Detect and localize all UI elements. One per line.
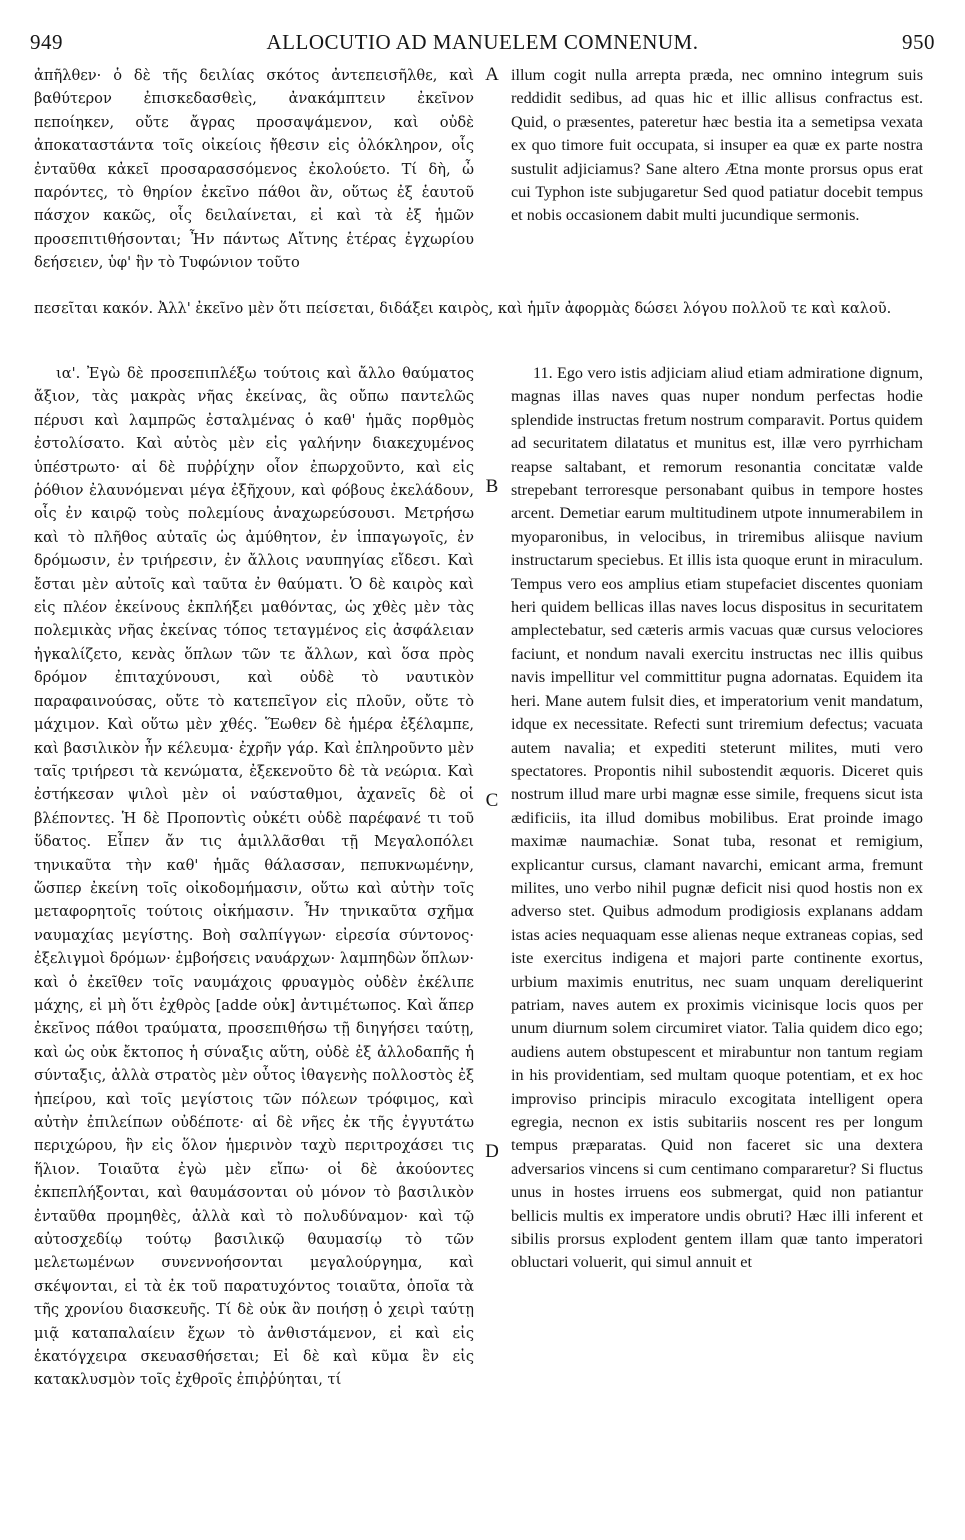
section-marker-c: C bbox=[485, 790, 499, 811]
section-marker-a: A bbox=[485, 64, 499, 85]
greek-paragraph: ἀπῆλθεν· ὁ δὲ τῆς δειλίας σκότος ἀντεπεισῆλθε, καὶ βαθύτερον ἐπισκεδασθεὶς, ἀνακάμπτειν ἐκεῖνον πεποίηκεν, οὔτε ἄγρας προσαψάμενον, καὶ οὐδὲ ἀποκαταστάντα τοῖς οἰκείοις ἤθεσιν εἰς ὁλόκληρον, οἷς ἐνταῦθα κἀκεῖ προσαρασσόμενος ἐκολούετο. Τί δὴ, ὦ παρόντες, τὸ θηρίον ἐκεῖνο πάθοι ἂν, οὕτως ἐξ ἑαυτοῦ πάσχον κακῶς, οἷς δειλαίνεται, εἰ καὶ τὰ ἐξ ἡμῶν προσεπιτιθήσονται; Ἦν πάντως Αἴτνης ἑτέρας ἐγχωρίου δεήσειεν, ὑφ' ἣν τὸ Τυφώνιον τοῦτο bbox=[34, 67, 474, 272]
greek-column-top bbox=[34, 64, 474, 298]
latin-column-top bbox=[511, 64, 923, 276]
greek-full-width-line: πεσεῖται κακόν. Ἀλλ' ἐκεῖνο μὲν ὅτι πείσεται, διδάξει καιρὸς, καὶ ἡμῖν ἀφορμὰς δώσει λόγου πολλοῦ τε καὶ καλοῦ. bbox=[34, 300, 892, 317]
section-marker-b: B bbox=[485, 476, 499, 497]
greek-column-section-11 bbox=[34, 362, 474, 1508]
latin-column-section-11 bbox=[511, 362, 923, 1508]
greek-paragraph: ια'. Ἐγὼ δὲ προσεπιπλέξω τούτοις καὶ ἄλλο θαύματος ἄξιον, τὰς μακρὰς νῆας ἐκείνας, ἃς οὔπω παντελῶς πέρυσι καὶ λαμπρῶς ἐσταλμένας ὁ καθ' ἡμᾶς πορθμὸς ἐστολίσατο. Καὶ αὐτὸς μὲν εἰς γαλήνην διακεχυμένος ὑπέστρωτο· αἱ δὲ πυῤῥίχην οἷον ἐπωρχοῦντο, καὶ εἰς ῥόθιον ἐλαυνόμεναι μέγα ἐξῆχουν, καὶ φόβους ἐκελάδουν, οἷς ἐν καιρῷ τοὺς πολεμίους ἀναχωρεύσουσι. Μετρήσω καὶ τὸ πλῆθος αὐταῖς ὡς ἀμύθητον, ἐν ἱππαγωγοῖς, ἐν δρόμωσιν, ἐν τριήρεσιν, ἐν ἄλλοις ναυπηγίας εἴδεσι. Καὶ ἔσται μὲν αὐτοῖς καὶ ταῦτα ἐν θαύματι. Ὁ δὲ καιρὸς καὶ εἰς πλέον ἐκείνους ἐκπλήξει μαθόντας, ὡς χθὲς μὲν τὰς πολεμικὰς νῆας ἐκείνας τόπος τεταγμένος εἰς ἀσφάλειαν ἠγκαλίζετο, κενὰς ὅπλων τῶν τε ἄλλων, καὶ ὅσα πρὸς δρόμον ἐπιταχύνουσι, καὶ οὐδὲ τὸ ναυτικὸν παραφαινούσας, οὔτε τὸ κατεπεῖγον εἰς πλοῦν, οὔτε τὸ μάχιμον. Καὶ οὕτω μὲν χθές. Ἕωθεν δὲ ἡμέρα ἐξέλαμπε, καὶ βασιλικὸν ἦν κέλευμα· ἐχρῆν γάρ. Καὶ ἐπληροῦντο μὲν ταῖς τριήρεσι τὰ κενώματα, ἐξεκενοῦτο δὲ τὰ νεώρια. Καὶ ἐστήκεσαν ψιλοὶ μὲν οἱ ναύσταθμοι, ἀχανεῖς δὲ οἱ βλέποντες. Ἡ δὲ Προποντὶς οὐκέτι οὐδὲ παρέφανέ τι τοῦ ὕδατος. Εἶπεν ἄν τις ἁμιλλᾶσθαι τῇ Μεγαλοπόλει τηνικαῦτα τὴν καθ' ἡμᾶς θάλασσαν, πεπυκνωμένην, ὥσπερ ἐκείνη τοῖς οἰκοδομήμασιν, οὕτω καὶ αὐτὴν τοῖς μεταφορητοῖς τούτοις οἰκήμασιν. Ἦν τηνικαῦτα σχῆμα ναυμαχίας μεγίστης. Βοὴ σαλπίγγων· εἰρεσία σύντονος· ἐξελιγμοὶ δρόμων· ἐμβοήσεις ναυάρχων· λαμπηδὼν ὅπλων· καὶ ὁ ἐκεῖθεν τοῖς ναυμάχοις φρυαγμὸς οὐδὲν ἐκέλιπε μάχης, εἰ μὴ ὅτι ἐχθρὸς [adde οὐκ] ἀντιμέτωπος. Καὶ ἅπερ ἐκεῖνος πάθοι τραύματα, προσεπιθήσω τῇ διηγήσει ταύτῃ, καὶ ὡς οὐκ ἔκτοπος ἡ σύναξις αὕτη, οὐδὲ ἐξ ἀλλοδαπῆς ἡ σύνταξις, ἀλλὰ στρατὸς μὲν οὗτος ἰθαγενὴς πολλοστὸς ἐξ ἠπείρου, καὶ τοῖς μεγίστοις τῶν πόλεων τρόφιμος, καὶ αὐτὴν ἐπιλείπων οὐδέποτε· αἱ δὲ νῆες ἐκ τῆς ἐγγυτάτω περιχώρου, ἣν εἰς ὅλον ἡμερινὸν ταχὺ περιτροχάσει τις ἥλιον. Τοιαῦτα ἐγὼ μὲν εἴπω· οἱ δὲ ἀκούοντες ἐκπεπλήξονται, καὶ θαυμάσονται οὐ μόνον τὸ βασιλικὸν ἐνταῦθα προμηθὲς, ἀλλὰ καὶ τὸ πολυδύναμον· καὶ τῷ αὐτοσχεδίῳ τούτῳ βασιλικῷ θαυμασίῳ τὸ τῶν μελετωμένων συνεννοήσονται μεγαλούργημα, καὶ σκέψονται, εἰ τὰ ἐκ τοῦ παρατυχόντος τοιαῦτα, ὁποῖα τὰ τῆς χρονίου διασκευῆς. Τί δὲ οὐκ ἂν ποιήσῃ ὁ χειρὶ ταύτῃ μιᾷ καταπαλαίειν ἔχων τὸ ἀνθιστάμενον, εἰ καὶ εἰς ἑκατόγχειρα σκευασθήσεται; Εἰ δὲ καὶ κῦμα ἓν εἰς κατακλυσμὸν τοῖς ἐχθροῖς ἐπιῤῥύηται, τί bbox=[34, 365, 474, 1389]
page-number-right: 950 bbox=[902, 30, 935, 54]
latin-paragraph: 11. Ego vero istis adjiciam aliud etiam admiratione dignum, magnas illas naves quas nuper nondum perfectas hodie splendide instructas fretum nostrum comparavit. Portus quidem ad securitatem dilatatus et munitus est, illæ vero pyrrhicham reapse saltabant, et remorum resonantia concitatæ valde strepebant terroresque personabant quibus in tempore hostes arcent. Demetiar earum multitudinem utpote innumerabilem in myoparonibus, in velocibus, in triremibus aliisque navium instructarum speciebus. Et illis ista quoque erunt in miraculum. Tempus vero eos amplius etiam stupefaciet discentes quoniam heri quidem bellicas illas naves locus dispositus in securitatem amplectebatur, sed cæteris armis vacuas quæ cursus velociores faciunt, et nondum navali exercitu instructas nec illis quibus navis impellitur vel committitur pugna adornatas. Equidem ita heri. Mane autem fulsit dies, et imperatorium venit mandatum, idque ex necessitate. Refecti sunt triremium defectus; vacuata autem navalia; et expediti steterunt milites, muti vero spectatores. Propontis nihil subostendit æquoris. Diceret quis nostrum illud mare urbi magnæ esse simile, frequens sicut ista ædificiis, ita illud domibus mobilibus. Erat proinde imago maximæ naumachiæ. Sonat tuba, resonat et remigium, explicantur cursus, clamant navarchi, emicant arma, fremunt milites, uno verbo nihil pugnæ deficit nisi quod hostis non ex adverso stet. Quibus admodum prodigiosis explanans addam istas acies nequaquam esse alienas neque extraneas copias, sed iste exercitus indigena et majori parte continente exortus, urbium maximis enutritus, nec suam unquam dereliquerint patriam, naves autem ex proximis vicinisque locis quos per unum diurnum solem circumiret viator. Talia quidem dico ego; audiens autem obstupescent et mirabuntur non tantum regiam in his providentiam, sed multam quoque potentiam, et ex hoc improviso principis miraculo excogitata intelligent opera egregia, necnon ex istis subitariis noscent res per longum tempus præparatas. Quid non faceret sic una dextera adversarios vincens si cum centimano compararetur? Si fluctus unus in hostes irruens eos submergat, quid non patiantur bellicis multis ex imperatore undis obruti? Hæc illi inferent et sibilis prorsus explodent gentem illam quæ tanto imperatori obluctari voluerit, qui simul annuit et bbox=[511, 364, 923, 1272]
latin-paragraph: illum cogit nulla arrepta præda, nec omnino integrum suis reddidit sedibus, ad quas hic et illic allisus confractus est. Quid, o præsentes, pateretur hæc bestia ita a semetipsa vexata ex quo timore fuit occupata, si insuper ea quæ ex parte nostra sustulit adjiciamus? Sane altero Ætna monte prorsus opus erat cui Typhon iste subjugaretur Sed quod patiatur docebit tempus et nobis occasionem dabit multi jucundique sermonis. bbox=[511, 66, 923, 225]
section-marker-d: D bbox=[485, 1141, 499, 1162]
page-title: ALLOCUTIO AD MANUELEM COMNENUM. bbox=[266, 30, 699, 54]
running-header bbox=[30, 30, 935, 60]
page-number-left: 949 bbox=[30, 30, 63, 54]
